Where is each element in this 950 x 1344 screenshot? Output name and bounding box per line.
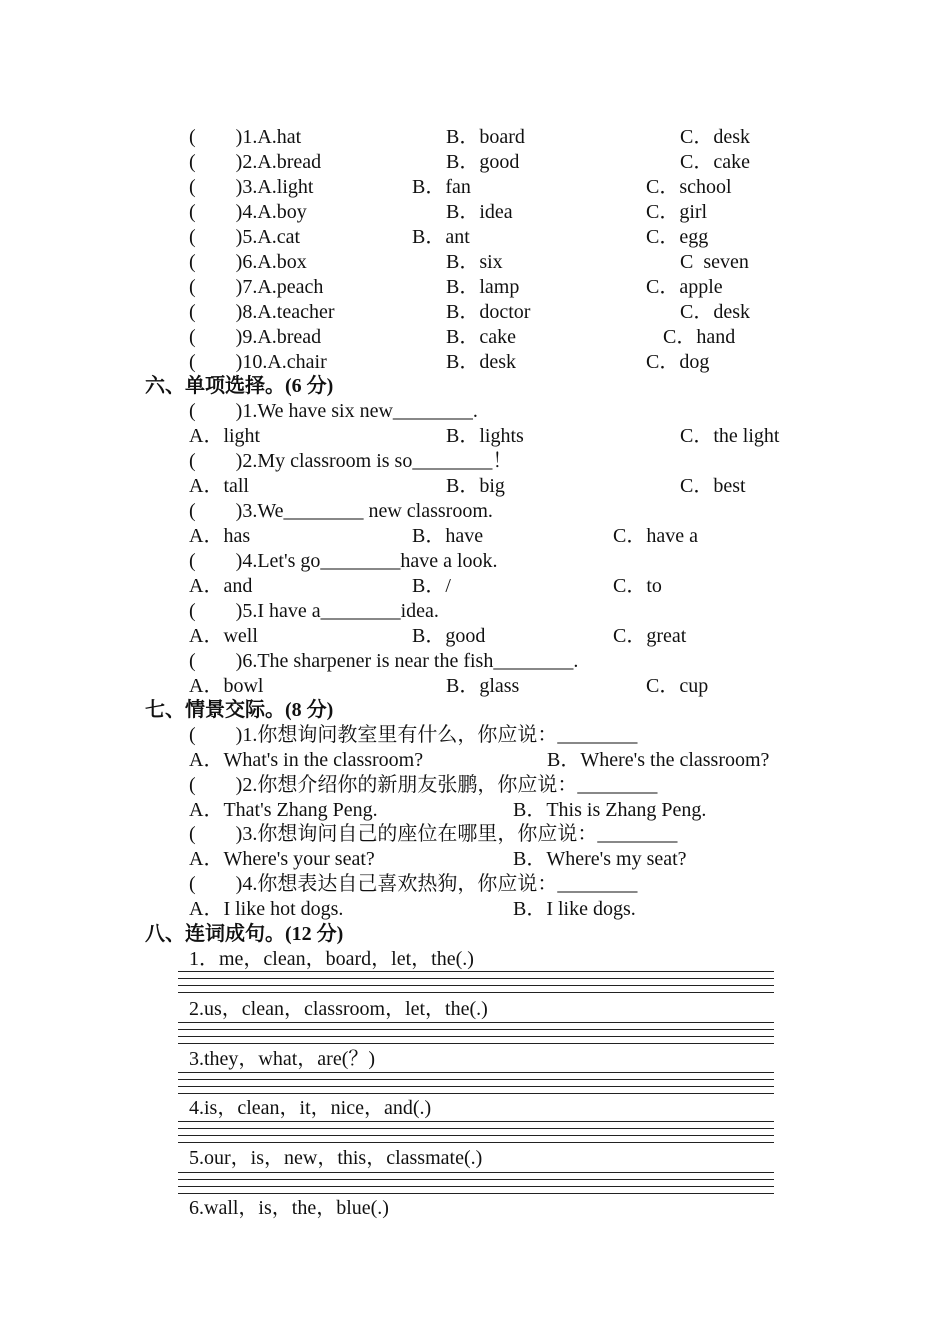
answer-line <box>178 1142 774 1143</box>
question-6-option-b: B．six <box>446 251 503 273</box>
question-6-option-c: C seven <box>680 251 749 273</box>
answer-line <box>178 978 774 979</box>
answer-line <box>178 1121 774 1122</box>
sentence-4-words: 4.is，clean，it，nice，and(.) <box>189 1097 432 1119</box>
question-6-stem: ( )6.A.box <box>189 251 307 273</box>
mc-4-option-a: A．and <box>189 575 253 597</box>
question-3-option-b: B．fan <box>412 176 471 198</box>
question-2-option-c: C．cake <box>680 151 750 173</box>
question-4-stem: ( )4.A.boy <box>189 201 307 223</box>
sentence-1-words: 1．me，clean，board，let，the(.) <box>189 948 474 970</box>
answer-line <box>178 1093 774 1094</box>
answer-line <box>178 1086 774 1087</box>
mc-2-option-a: A．tall <box>189 475 249 497</box>
answer-line <box>178 1186 774 1187</box>
answer-line <box>178 1022 774 1023</box>
mc-3-option-a: A．has <box>189 525 251 547</box>
sentence-3-words: 3.they，what，are(？) <box>189 1048 376 1070</box>
answer-line <box>178 1128 774 1129</box>
answer-line <box>178 1135 774 1136</box>
question-9-stem: ( )9.A.bread <box>189 326 322 348</box>
sentence-5-words: 5.our，is，new，this，classmate(.) <box>189 1147 483 1169</box>
question-5-option-b: B．ant <box>412 226 470 248</box>
section-7-heading: 七、情景交际。(8 分) <box>145 699 334 721</box>
dialog-2-stem: ( )2.你想介绍你的新朋友张鹏，你应说：________ <box>189 774 658 796</box>
mc-4-stem: ( )4.Let's go________have a look. <box>189 550 498 572</box>
mc-5-option-c: C．great <box>613 625 687 647</box>
section-8-heading: 八、连词成句。(12 分) <box>145 923 344 945</box>
question-7-option-c: C．apple <box>646 276 723 298</box>
mc-6-option-a: A．bowl <box>189 675 264 697</box>
mc-1-stem: ( )1.We have six new________. <box>189 400 478 422</box>
answer-line <box>178 1172 774 1173</box>
question-9-option-c: C．hand <box>663 326 736 348</box>
dialog-1-option-a: A．What's in the classroom? <box>189 749 424 771</box>
mc-1-option-a: A．light <box>189 425 261 447</box>
dialog-4-stem: ( )4.你想表达自己喜欢热狗，你应说：________ <box>189 873 638 895</box>
dialog-4-option-b: B．I like dogs. <box>513 898 636 920</box>
mc-1-option-b: B．lights <box>446 425 524 447</box>
mc-4-option-b: B．/ <box>412 575 451 597</box>
question-1-stem: ( )1.A.hat <box>189 126 302 148</box>
question-9-option-b: B．cake <box>446 326 516 348</box>
answer-line <box>178 1043 774 1044</box>
question-3-option-c: C．school <box>646 176 732 198</box>
question-4-option-b: B．idea <box>446 201 513 223</box>
question-2-stem: ( )2.A.bread <box>189 151 322 173</box>
dialog-3-option-a: A．Where's your seat? <box>189 848 375 870</box>
mc-6-stem: ( )6.The sharpener is near the fish________. <box>189 650 579 672</box>
question-1-option-b: B．board <box>446 126 525 148</box>
dialog-4-option-a: A．I like hot dogs. <box>189 898 344 920</box>
answer-line <box>178 992 774 993</box>
question-7-option-b: B．lamp <box>446 276 520 298</box>
mc-1-option-c: C．the light <box>680 425 780 447</box>
sentence-6-words: 6.wall，is，the，blue(.) <box>189 1197 389 1219</box>
dialog-2-option-a: A．That's Zhang Peng. <box>189 799 378 821</box>
mc-4-option-c: C．to <box>613 575 662 597</box>
dialog-3-stem: ( )3.你想询问自己的座位在哪里，你应说：________ <box>189 823 678 845</box>
dialog-1-option-b: B．Where's the classroom? <box>547 749 770 771</box>
mc-2-option-b: B．big <box>446 475 505 497</box>
question-10-option-c: C．dog <box>646 351 710 373</box>
question-8-stem: ( )8.A.teacher <box>189 301 335 323</box>
mc-2-stem: ( )2.My classroom is so________！ <box>189 450 513 472</box>
sentence-2-words: 2.us，clean，classroom，let，the(.) <box>189 998 488 1020</box>
mc-6-option-c: C．cup <box>646 675 709 697</box>
question-10-stem: ( )10.A.chair <box>189 351 327 373</box>
mc-3-option-b: B．have <box>412 525 484 547</box>
answer-line <box>178 1193 774 1194</box>
answer-line <box>178 1072 774 1073</box>
answer-line <box>178 1029 774 1030</box>
question-1-option-c: C．desk <box>680 126 750 148</box>
question-2-option-b: B．good <box>446 151 520 173</box>
dialog-3-option-b: B．Where's my seat? <box>513 848 687 870</box>
dialog-1-stem: ( )1.你想询问教室里有什么，你应说：________ <box>189 724 638 746</box>
mc-2-option-c: C．best <box>680 475 746 497</box>
question-4-option-c: C．girl <box>646 201 708 223</box>
question-10-option-b: B．desk <box>446 351 516 373</box>
answer-line <box>178 1079 774 1080</box>
mc-3-stem: ( )3.We________ new classroom. <box>189 500 493 522</box>
answer-line <box>178 1179 774 1180</box>
answer-line <box>178 971 774 972</box>
answer-line <box>178 985 774 986</box>
mc-5-option-b: B．good <box>412 625 486 647</box>
mc-5-option-a: A．well <box>189 625 258 647</box>
question-5-option-c: C．egg <box>646 226 709 248</box>
answer-line <box>178 1036 774 1037</box>
question-8-option-c: C．desk <box>680 301 750 323</box>
mc-6-option-b: B．glass <box>446 675 520 697</box>
question-7-stem: ( )7.A.peach <box>189 276 324 298</box>
mc-5-stem: ( )5.I have a________idea. <box>189 600 439 622</box>
question-8-option-b: B．doctor <box>446 301 531 323</box>
mc-3-option-c: C．have a <box>613 525 698 547</box>
question-3-stem: ( )3.A.light <box>189 176 314 198</box>
section-6-heading: 六、单项选择。(6 分) <box>145 375 334 397</box>
dialog-2-option-b: B．This is Zhang Peng. <box>513 799 707 821</box>
question-5-stem: ( )5.A.cat <box>189 226 301 248</box>
